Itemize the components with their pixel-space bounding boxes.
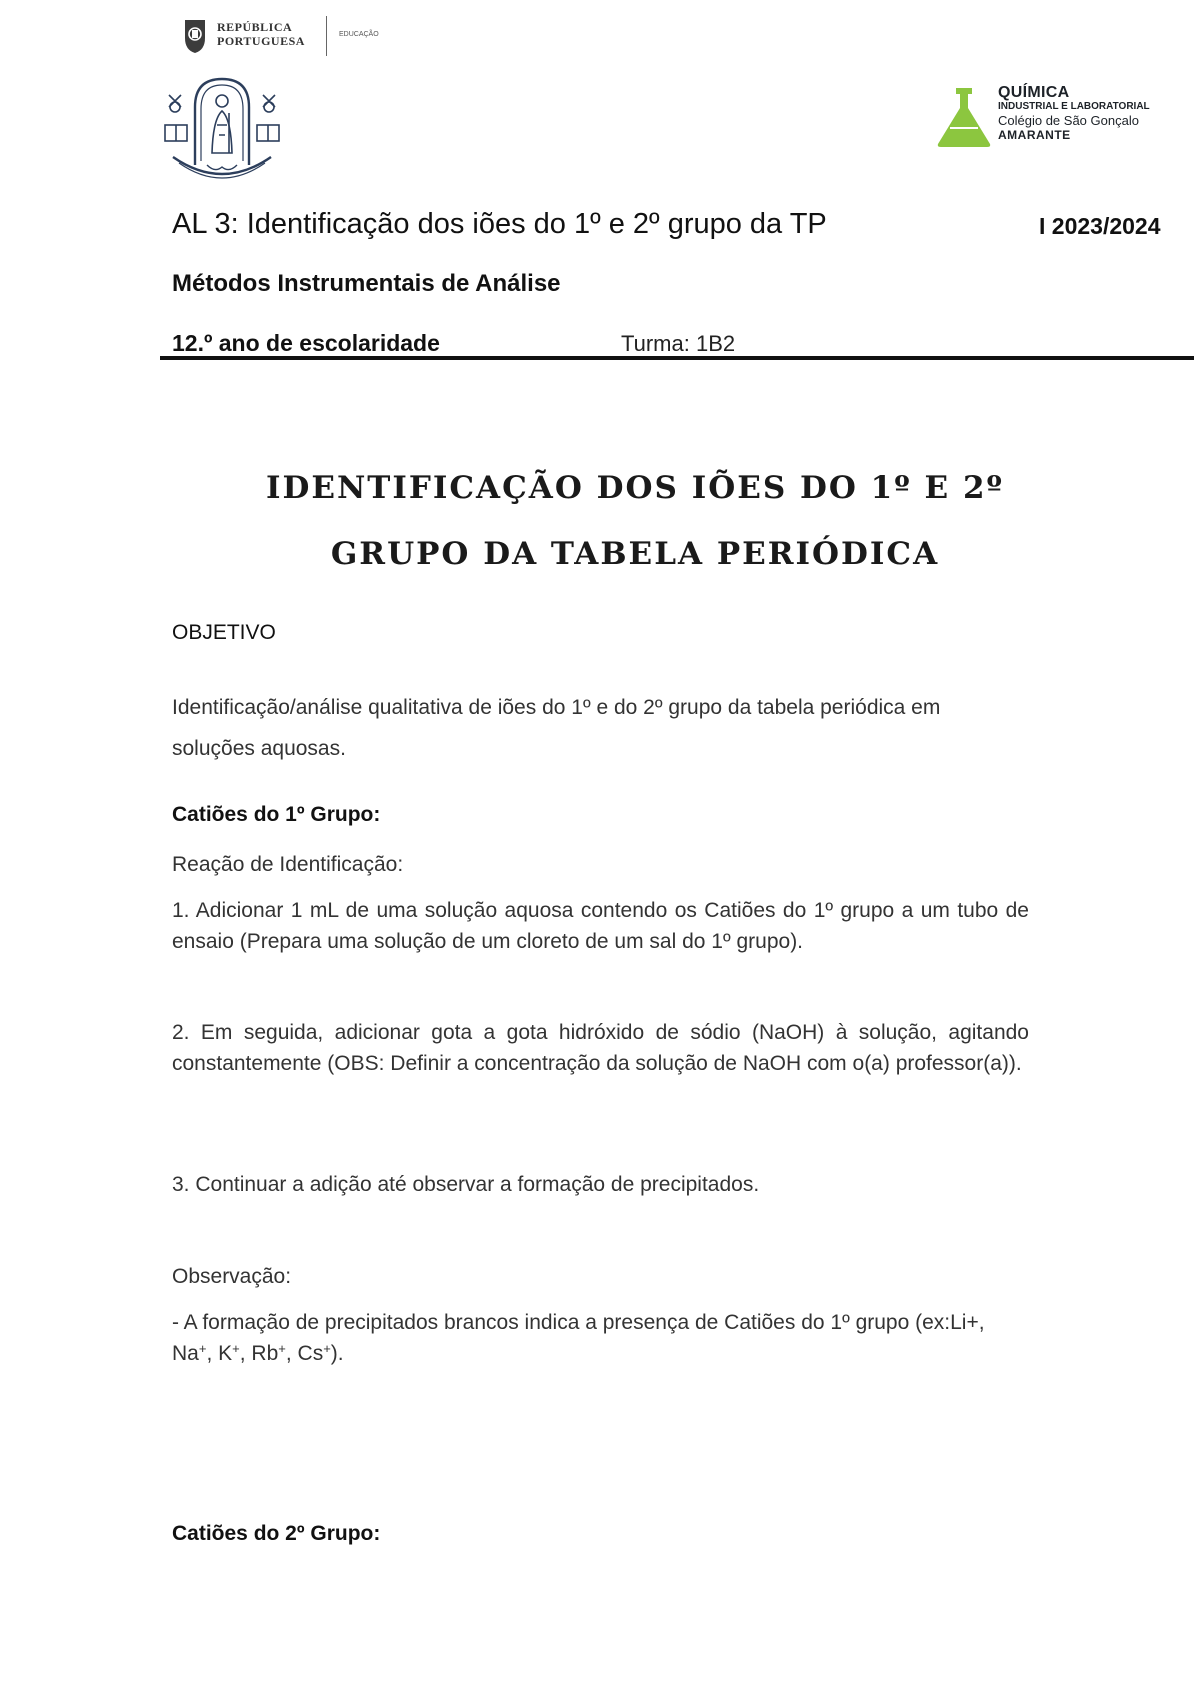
logo-divider — [326, 16, 327, 56]
main-heading-line2: GRUPO DA TABELA PERIÓDICA — [330, 536, 940, 572]
school-year: I 2023/2024 — [1039, 213, 1161, 239]
step-2: 2. Em seguida, adicionar gota a gota hidróxido de sódio (NaOH) à solução, agitando constantemente (OBS: Definir a concentração da solução de NaOH com o(a) professor(a)). — [172, 1021, 1029, 1075]
group2-title: Catiões do 2º Grupo: — [172, 1522, 381, 1545]
flask-icon — [934, 86, 994, 148]
government-name-line1: REPÚBLICA — [217, 20, 293, 34]
objective-text: Identificação/análise qualitativa de iões do 1º e do 2º grupo da tabela periódica em soluções aquosas. — [172, 696, 941, 760]
main-heading-line1: IDENTIFICAÇÃO DOS IÕES DO 1º E 2º — [265, 470, 1005, 506]
objective-title: OBJETIVO — [172, 621, 276, 644]
reaction-label: Reação de Identificação: — [172, 853, 404, 876]
chemistry-school: Colégio de São Gonçalo — [998, 113, 1139, 128]
header-divider — [160, 356, 1194, 360]
chemistry-course-logo — [934, 86, 1174, 152]
observation-text: - A formação de precipitados brancos indica a presença de Catiões do 1º grupo (ex:Li+, Na+, K+, Rb+, Cs+). — [172, 1311, 985, 1365]
chemistry-title: QUÍMICA — [998, 84, 1070, 101]
college-seal-logo — [163, 73, 281, 185]
grade-level: 12.º ano de escolaridade — [172, 330, 440, 356]
step-1: 1. Adicionar 1 mL de uma solução aquosa contendo os Catiões do 1º grupo a um tubo de ensaio (Prepara uma solução de um cloreto de um sal do 1º grupo). — [172, 899, 1029, 953]
coat-of-arms-icon — [183, 16, 207, 54]
observation-label: Observação: — [172, 1265, 292, 1288]
government-name — [217, 20, 305, 48]
ministry-label: EDUCAÇÃO — [339, 31, 379, 38]
step-3: 3. Continuar a adição até observar a formação de precipitados. — [172, 1173, 760, 1196]
government-name-line2: PORTUGUESA — [217, 34, 305, 48]
class-label: Turma: 1B2 — [621, 331, 736, 356]
chemistry-city: AMARANTE — [998, 128, 1071, 142]
government-logo — [183, 14, 383, 60]
group1-title: Catiões do 1º Grupo: — [172, 803, 381, 826]
chemistry-subtitle: INDUSTRIAL E LABORATORIAL — [998, 101, 1150, 112]
activity-title: AL 3: Identificação dos iões do 1º e 2º grupo da TP — [172, 208, 827, 240]
main-heading — [150, 455, 1120, 587]
subject-name: Métodos Instrumentais de Análise — [172, 270, 561, 297]
